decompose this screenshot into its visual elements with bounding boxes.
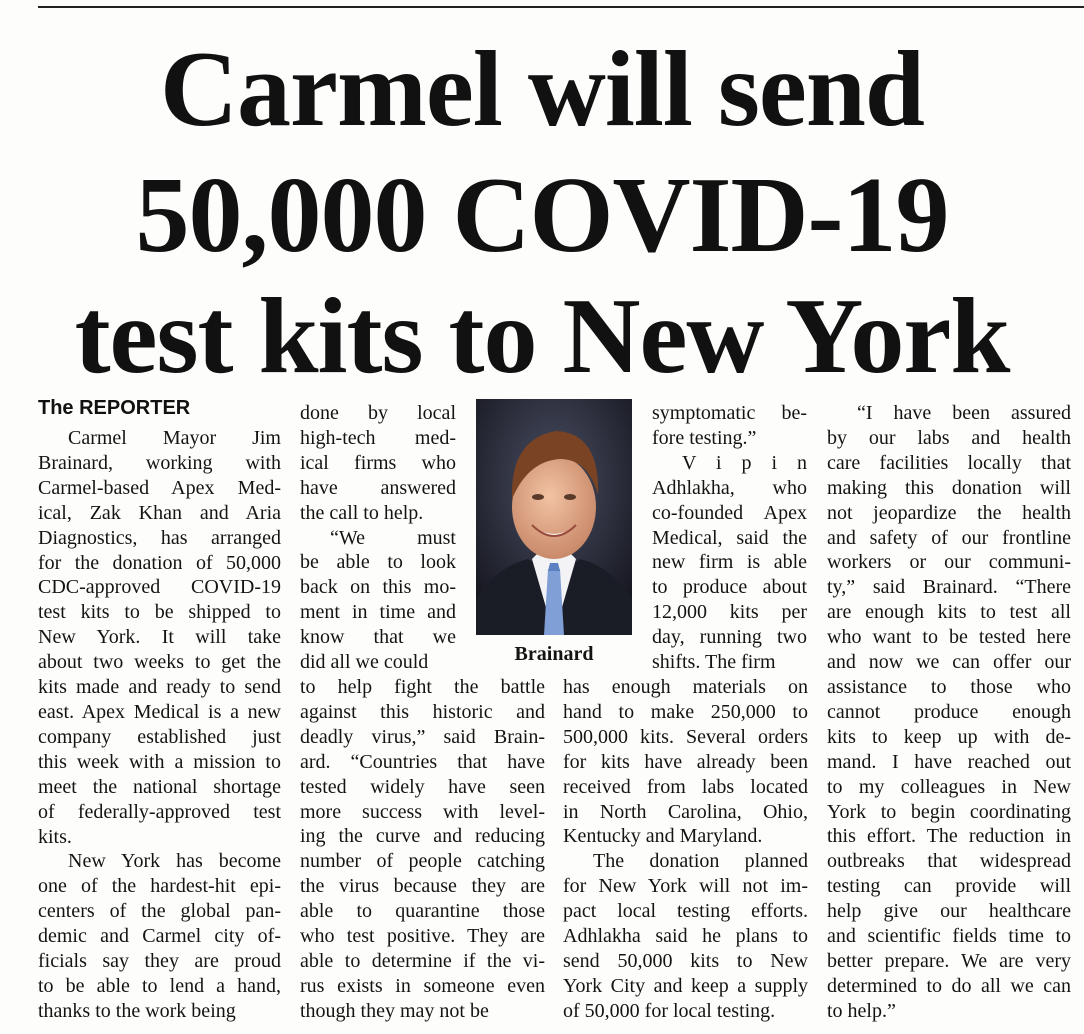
article-line: are enough kits to test all [827,601,1071,624]
article-column-4 [827,401,1071,1024]
article-line: and now we can offer our [827,651,1071,674]
article-line: able to determine if the vi- [300,949,545,972]
article-line: pact local testing efforts. [563,900,808,923]
article-column-3-bottom [563,675,808,1024]
article-line: and safety of our frontline [827,526,1071,549]
article-line: number of people catching [300,850,545,873]
article-line: for New York will not im- [563,875,808,898]
article-line: of federally-approved test [38,800,281,823]
article-line: centers of the global pan- [38,900,281,923]
article-line: Medical, said the [652,526,807,549]
article-line: shifts. The firm [652,651,776,674]
article-line: fore testing.” [652,426,757,449]
article-line: done by local [300,402,456,424]
article-line: kits to keep up with de- [827,725,1071,748]
headline-line-1: Carmel will send [160,30,924,149]
article-line: thanks to the work being [38,999,236,1022]
article-line: The donation planned [593,850,808,873]
article-line: deadly virus,” said Brain- [300,725,545,748]
article-line: Brainard, working with [38,451,281,474]
article-line: demic and Carmel city of- [38,925,281,948]
article-column-3-top [652,401,807,675]
headline-line-2: 50,000 COVID-19 [135,156,949,275]
article-line: be able to look [300,551,456,574]
article-line: “I have been assured [857,402,1071,424]
article-line: symptomatic be- [652,402,807,424]
article-line: New York has become [68,850,281,873]
article-line: meet the national shortage [38,775,281,798]
article-line: care facilities locally that [827,451,1071,474]
article-line: ical firms who [300,451,456,474]
article-line: new firm is able [652,551,807,574]
article-line: kits. [38,825,72,848]
article-line: Diagnostics, has arranged [38,526,281,549]
article-line: ing the curve and reducing [300,825,545,848]
article-line: testing can provide will [827,875,1071,898]
article-line: to help.” [827,999,896,1022]
article-line: better prepare. We are very [827,949,1071,972]
article-line: Carmel Mayor Jim [68,427,281,449]
article-line: ty,” said Brainard. “There [827,576,1071,599]
headline-line-3: test kits to New York [74,277,1010,396]
article-line: outbreaks that widespread [827,850,1071,873]
article-line: east. Apex Medical is a new [38,700,281,723]
article-line: New York. It will take [38,626,281,649]
article-line: of 50,000 for local testing. [563,999,776,1022]
article-line: “We must [330,526,456,549]
article-line: Carmel-based Apex Med- [38,476,281,499]
brainard-photo [476,399,632,635]
article-line: V i p i n [682,451,807,474]
byline: The REPORTER [38,397,191,419]
article-line: kits made and ready to send [38,676,281,699]
article-line: have answered [300,476,456,499]
article-line: send 50,000 kits to New [563,949,808,972]
article-line: this effort. The reduction in [827,825,1071,848]
article-line: ment in time and [300,601,456,624]
portrait-image [476,399,632,635]
article-line: hand to make 250,000 to [563,700,808,723]
article-line: assistance to those who [827,675,1071,698]
article-line: though they may not be [300,999,489,1022]
article-line: day, running two [652,626,807,649]
article-line: this week with a mission to [38,750,281,773]
article-line: high-tech med- [300,426,456,449]
article-column-1 [38,426,281,1024]
article-line: about two weeks to get the [38,651,281,674]
article-line: to my colleagues in New [827,775,1071,798]
article-line: Kentucky and Maryland. [563,825,763,848]
article-line: York to begin coordinating [827,800,1071,823]
article-line: to produce about [652,576,807,599]
article-line: who test positive. They are [300,925,545,948]
article-line: cannot produce enough [827,700,1071,723]
article-line: more success with level- [300,800,545,823]
article-line: by our labs and health [827,426,1071,449]
article-line: company established just [38,725,281,748]
article-line: know that we [300,626,456,649]
article-line: making this donation will [827,476,1071,499]
article-line: 500,000 kits. Several orders [563,725,808,748]
article-line: ficials say they are proud [38,950,281,973]
article-line: back on this mo- [300,576,456,599]
article-line: not jeopardize the health [827,501,1071,524]
article-line: did all we could [300,651,429,674]
article-line: determined to do all we can [827,974,1071,997]
article-line: Adhlakha, who [652,476,807,499]
article-line: to be able to lend a hand, [38,974,281,997]
top-rule [38,6,1084,8]
article-line: workers or our communi- [827,551,1071,574]
article-line: in North Carolina, Ohio, [563,800,808,823]
article-line: received from labs located [563,775,808,798]
article-line: for the donation of 50,000 [38,551,281,574]
article-line: help give our healthcare [827,900,1071,923]
article-line: who want to be tested here [827,626,1071,649]
article-line: the virus because they are [300,875,545,898]
article-line: for kits have already been [563,750,808,773]
article-line: co-founded Apex [652,501,807,524]
article-line: mand. I have reached out [827,750,1071,773]
article-line: York City and keep a supply [563,974,808,997]
article-line: ical, Zak Khan and Aria [38,501,281,524]
article-line: rus exists in someone even [300,974,545,997]
article-line: CDC-approved COVID-19 [38,576,281,599]
article-line: to help fight the battle [300,676,545,698]
article-line: able to quarantine those [300,900,545,923]
article-line: has enough materials on [563,676,808,698]
article-line: Adhlakha said he plans to [563,925,808,948]
article-line: ard. “Countries that have [300,750,545,773]
article-line: and scientific fields time to [827,925,1071,948]
article-line: tested widely have seen [300,775,545,798]
article-column-2-top [300,401,456,675]
article-line: against this historic and [300,700,545,723]
article-line: one of the hardest-hit epi- [38,875,281,898]
article-column-2-bottom [300,675,545,1024]
article-line: the call to help. [300,501,424,524]
article-line: test kits to be shipped to [38,601,281,624]
article-line: 12,000 kits per [652,601,807,624]
photo-caption: Brainard [514,643,594,665]
